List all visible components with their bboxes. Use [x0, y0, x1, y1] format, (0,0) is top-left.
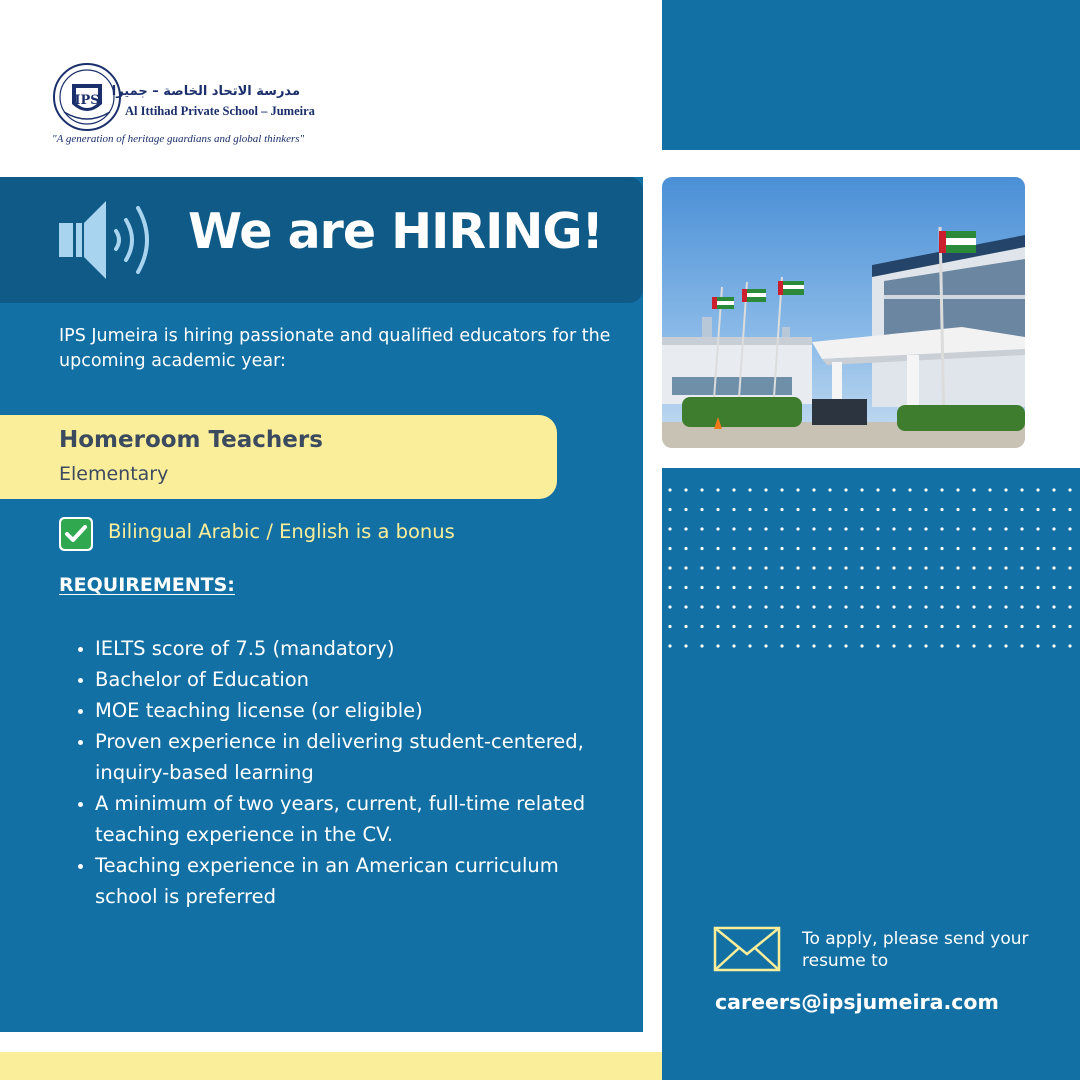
school-building-photo [662, 177, 1025, 448]
careers-email-link[interactable]: careers@ipsjumeira.com [715, 990, 999, 1014]
position-subtitle: Elementary [59, 463, 169, 485]
mail-icon [713, 926, 781, 972]
requirements-heading: REQUIREMENTS: [59, 574, 235, 596]
list-item: • Bachelor of Education [95, 664, 619, 695]
check-icon [58, 516, 94, 552]
bottom-accent-strip [0, 1052, 662, 1080]
top-right-decor-block [662, 0, 1080, 150]
requirements-list [59, 633, 619, 912]
hiring-title: We are HIRING! [188, 203, 603, 260]
intro-text: IPS Jumeira is hiring passionate and qualified educators for the upcoming academic year: [59, 326, 611, 371]
list-item: • Teaching experience in an American curriculum school is preferred [95, 850, 619, 912]
list-item: • IELTS score of 7.5 (mandatory) [95, 633, 619, 664]
speaker-icon [56, 195, 161, 285]
svg-text:IPS: IPS [74, 93, 100, 108]
school-name-english: Al Ittihad Private School – Jumeira [125, 104, 315, 118]
list-item: • Proven experience in delivering student-centered, inquiry-based learning [95, 726, 619, 788]
decorative-dot-grid [666, 486, 1080, 656]
list-item: • A minimum of two years, current, full-time related teaching experience in the CV. [95, 788, 619, 850]
school-name-arabic: مدرسة الاتحاد الخاصة – جميرا [111, 84, 300, 99]
position-title: Homeroom Teachers [59, 427, 323, 453]
apply-instructions: To apply, please send your resume to [802, 929, 1029, 971]
school-tagline: "A generation of heritage guardians and global thinkers" [52, 133, 305, 145]
bilingual-bonus-text: Bilingual Arabic / English is a bonus [108, 520, 455, 543]
list-item: • MOE teaching license (or eligible) [95, 695, 619, 726]
